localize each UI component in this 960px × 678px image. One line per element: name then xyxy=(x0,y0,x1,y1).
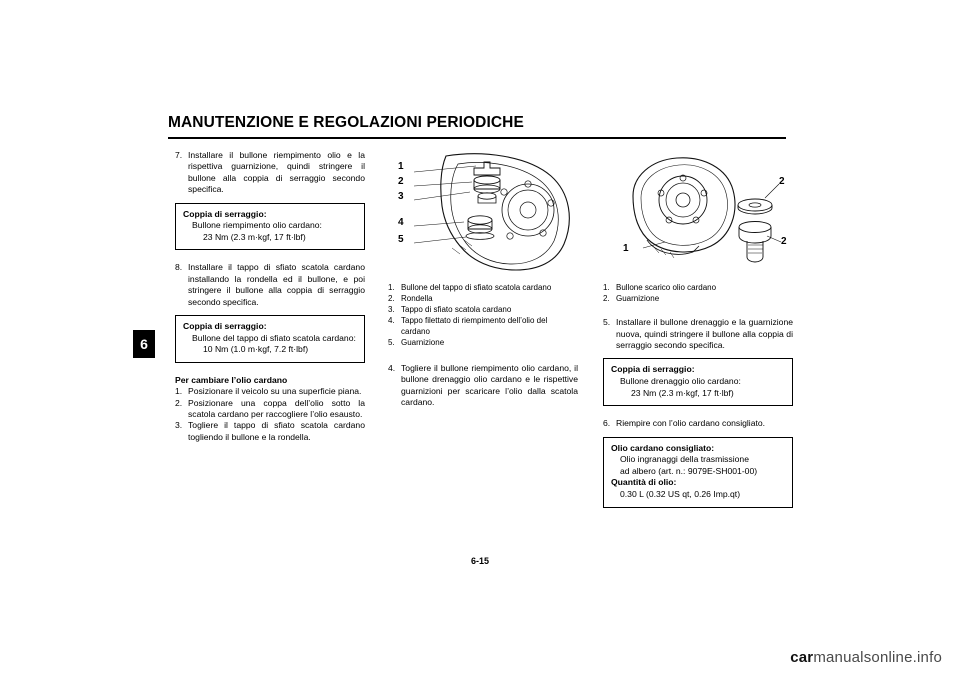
caption-text: Tappo filettato di riempimento dell’olio del xyxy=(401,316,548,326)
step-8-text: Installare il tappo di sfiato scatola cardano installando la rondella ed il bullone, e poi stringere il bullone alla coppia di serraggio secondo specifica. xyxy=(188,262,365,307)
step-number: 2. xyxy=(175,397,183,408)
step-text: Posizionare una coppa dell’olio sotto la scatola cardano per raccogliere l’olio esausto. xyxy=(188,397,365,420)
step-5-text: Installare il bullone drenaggio e la guarnizione nuova, quindi stringere il bullone alla coppia di serraggio secondo specifica. xyxy=(616,317,793,350)
caption-item xyxy=(388,338,578,349)
callout-2: 2 xyxy=(779,176,785,187)
step-text: Togliere il tappo di sfiato scatola cardano togliendo il bullone e la rondella. xyxy=(188,420,365,442)
step-4 xyxy=(388,363,578,409)
spec-box-recommended-oil xyxy=(603,437,793,508)
caption-text: Bullone del tappo di sfiato scatola cardano xyxy=(401,283,552,292)
callout-5: 5 xyxy=(398,234,404,245)
figure-2-caption xyxy=(603,283,793,305)
callout-3: 3 xyxy=(398,191,404,202)
spec-line-3: 0.30 L (0.32 US qt, 0.26 Imp.qt) xyxy=(620,488,741,499)
figure-final-gear-breather xyxy=(388,148,580,273)
step-8 xyxy=(175,262,365,308)
caption-item xyxy=(603,283,793,294)
step-6-text: Riempire con l’olio cardano consigliato. xyxy=(616,418,766,429)
spec-line-2: 23 Nm (2.3 m·kgf, 17 ft·lbf) xyxy=(203,231,306,242)
caption-text: Guarnizione xyxy=(401,337,445,347)
caption-text: Guarnizione xyxy=(616,294,660,304)
spec-title: Olio cardano consigliato: xyxy=(611,442,715,453)
spec-line-2: 10 Nm (1.0 m·kgf, 7.2 ft·lbf) xyxy=(203,344,309,355)
caption-item xyxy=(388,294,578,305)
step-6 xyxy=(603,418,793,429)
callout-2: 2 xyxy=(398,176,404,187)
list-item xyxy=(175,420,365,443)
spec-box-drain-bolt-torque xyxy=(603,358,793,406)
header-divider xyxy=(168,137,786,139)
list-item xyxy=(175,386,365,397)
callout-1: 1 xyxy=(623,243,629,254)
spec-box-breather-bolt-torque xyxy=(175,315,365,363)
figure-1-caption xyxy=(388,283,578,349)
spec-line-1: Bullone del tappo di sfiato scatola cardano: xyxy=(192,332,356,343)
callout-1: 1 xyxy=(398,161,404,172)
caption-item xyxy=(388,283,578,294)
column-left xyxy=(175,150,365,443)
step-6-number: 6. xyxy=(603,418,611,429)
caption-number: 1. xyxy=(388,283,395,292)
spec-line-1: Olio ingranaggi della trasmissione xyxy=(620,454,749,465)
step-8-number: 8. xyxy=(175,262,183,273)
caption-text: Rondella xyxy=(401,294,433,304)
caption-number: 4. xyxy=(388,316,395,326)
list-item xyxy=(175,398,365,421)
caption-text-cont: cardano xyxy=(401,326,430,336)
watermark-text: manualsonline.info xyxy=(813,649,942,666)
caption-number: 5. xyxy=(388,337,395,347)
step-text: Posizionare il veicolo su una superficie piana. xyxy=(188,386,362,397)
step-4-text: Togliere il bullone riempimento olio cardano, il bullone drenaggio olio cardano e le rispettive guarnizioni per scaricare l’olio dalla scatola cardano. xyxy=(401,363,578,408)
spec-title: Coppia di serraggio: xyxy=(183,321,267,332)
spec-line-1: Bullone drenaggio olio cardano: xyxy=(620,376,741,386)
callout-2b: 2 xyxy=(781,236,787,247)
caption-number: 2. xyxy=(603,294,610,304)
column-middle xyxy=(388,283,578,409)
caption-item xyxy=(388,316,578,337)
spec-line-1: Bullone riempimento olio cardano: xyxy=(192,220,322,231)
spec-title: Coppia di serraggio: xyxy=(611,364,695,375)
caption-text: Tappo di sfiato scatola cardano xyxy=(401,305,512,315)
step-4-number: 4. xyxy=(388,363,396,374)
step-list-change-oil xyxy=(175,386,365,443)
chapter-tab: 6 xyxy=(133,330,155,358)
step-5-number: 5. xyxy=(603,317,611,328)
watermark: carmanualsonline.info xyxy=(790,649,942,666)
step-7-number: 7. xyxy=(175,150,183,160)
page-title: MANUTENZIONE E REGOLAZIONI PERIODICHE xyxy=(168,114,524,131)
column-right xyxy=(603,283,793,508)
caption-text: Bullone scarico olio cardano xyxy=(616,283,717,292)
step-number: 1. xyxy=(175,386,183,397)
spec-line-2: ad albero (art. n.: 9079E-SH001-00) xyxy=(620,465,758,476)
spec-title: Coppia di serraggio: xyxy=(183,208,267,219)
caption-number: 3. xyxy=(388,305,395,315)
spec-box-fill-bolt-torque xyxy=(175,203,365,251)
step-7-text: Installare il bullone riempimento olio e la rispettiva guarnizione, quindi stringere il bullone alla coppia di serraggio secondo specifica. xyxy=(188,150,365,195)
step-7 xyxy=(175,150,365,196)
step-number: 3. xyxy=(175,420,183,431)
caption-item xyxy=(603,294,793,305)
page-number: 6-15 xyxy=(470,556,489,566)
spec-line-2: 23 Nm (2.3 m·kgf, 17 ft·lbf) xyxy=(631,387,734,398)
subheading-change-final-gear-oil: Per cambiare l’olio cardano xyxy=(175,374,288,385)
caption-number: 1. xyxy=(603,283,610,292)
spec-title-2: Quantità di olio: xyxy=(611,477,677,488)
step-5 xyxy=(603,317,793,351)
callout-4: 4 xyxy=(398,217,404,228)
caption-item xyxy=(388,305,578,316)
figure-final-gear-drain-bolt xyxy=(603,148,795,273)
caption-number: 2. xyxy=(388,294,395,304)
